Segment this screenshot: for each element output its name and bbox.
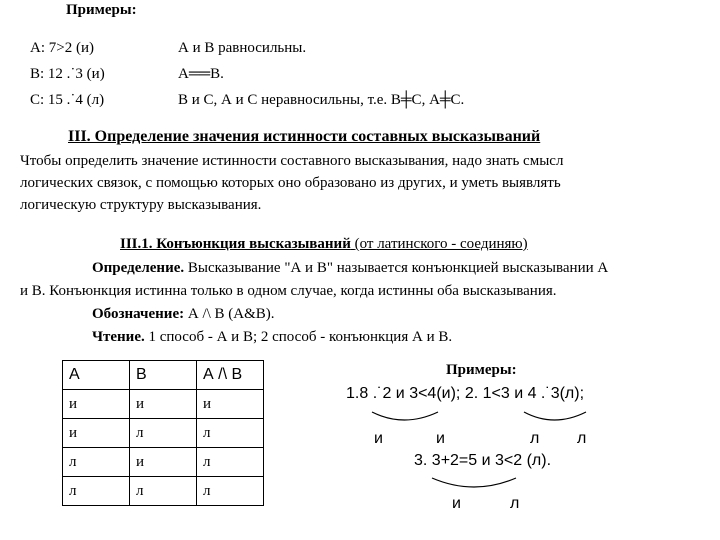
definition-text-1: Высказывание "А и В" называется конъюнкцией высказывании А [187,260,609,276]
table-cell: и [130,390,197,419]
intro-line-c-right: В и С, А и С неравносильны, т.е. В╪С, А╪С. [178,92,465,108]
reading-value: 1 способ - А и В; 2 способ - конъюнкция А и В. [148,329,453,345]
subsection-title-main: III.1. Конъюнкция высказываний [120,236,351,252]
example1-value-2: и [436,430,445,447]
definition-label: Определение. [92,260,185,276]
intro-line-b-right: А══В. [178,66,224,82]
subsection-title-note: (от латинского - соединяю) [354,236,528,252]
notation-label: Обозначение: [92,306,185,322]
intro-line-a-right: А и В равносильны. [178,40,307,56]
table-cell: л [197,419,264,448]
table-header-cell: А /\ В [197,361,264,390]
table-header-cell: А [63,361,130,390]
brace-curve [432,478,516,487]
intro-line-a-left: А: 7>2 (и) [30,40,94,56]
table-cell: и [63,419,130,448]
notation-value: А /\ В (А&В). [187,306,275,322]
example3-value-1: и [452,495,461,512]
table-cell: и [63,390,130,419]
intro-line-b-left: В: 12 .˙3 (и) [30,66,105,82]
table-cell: л [130,477,197,506]
table-cell: л [63,477,130,506]
intro-line-c-left: С: 15 .˙4 (л) [30,92,105,108]
example2-value-1: л [530,430,540,447]
section-title: III. Определение значения истинности составных высказываний [68,128,541,145]
brace-curve [372,412,438,420]
examples-heading: Примеры: [446,362,517,378]
table-cell: и [130,448,197,477]
section-paragraph-line-2: логических связок, с помощью которых оно образовано из других, и уметь выявлять [20,175,561,191]
table-cell: л [197,477,264,506]
table-cell: л [63,448,130,477]
example2-value-2: л [577,430,587,447]
table-header-cell: В [130,361,197,390]
section-paragraph-line-1: Чтобы определить значение истинности составного высказывания, надо знать смысл [20,153,564,169]
examples-line-2: 3. 3+2=5 и 3<2 (л). [414,452,552,469]
table-cell: л [130,419,197,448]
section-paragraph-line-3: логическую структуру высказывания. [20,197,262,213]
table-cell: л [197,448,264,477]
example1-value-1: и [374,430,383,447]
definition-line-2: и В. Конъюнкция истинна только в одном случае, когда истинны оба высказывания. [20,283,557,299]
intro-heading: Примеры: [66,2,137,18]
brace-curve [524,412,586,420]
examples-line-1: 1.8 .˙2 и 3<4(и); 2. 1<3 и 4 .˙3(л); [346,385,585,402]
reading-label: Чтение. [92,329,145,345]
table-cell: и [197,390,264,419]
example3-value-2: л [510,495,520,512]
